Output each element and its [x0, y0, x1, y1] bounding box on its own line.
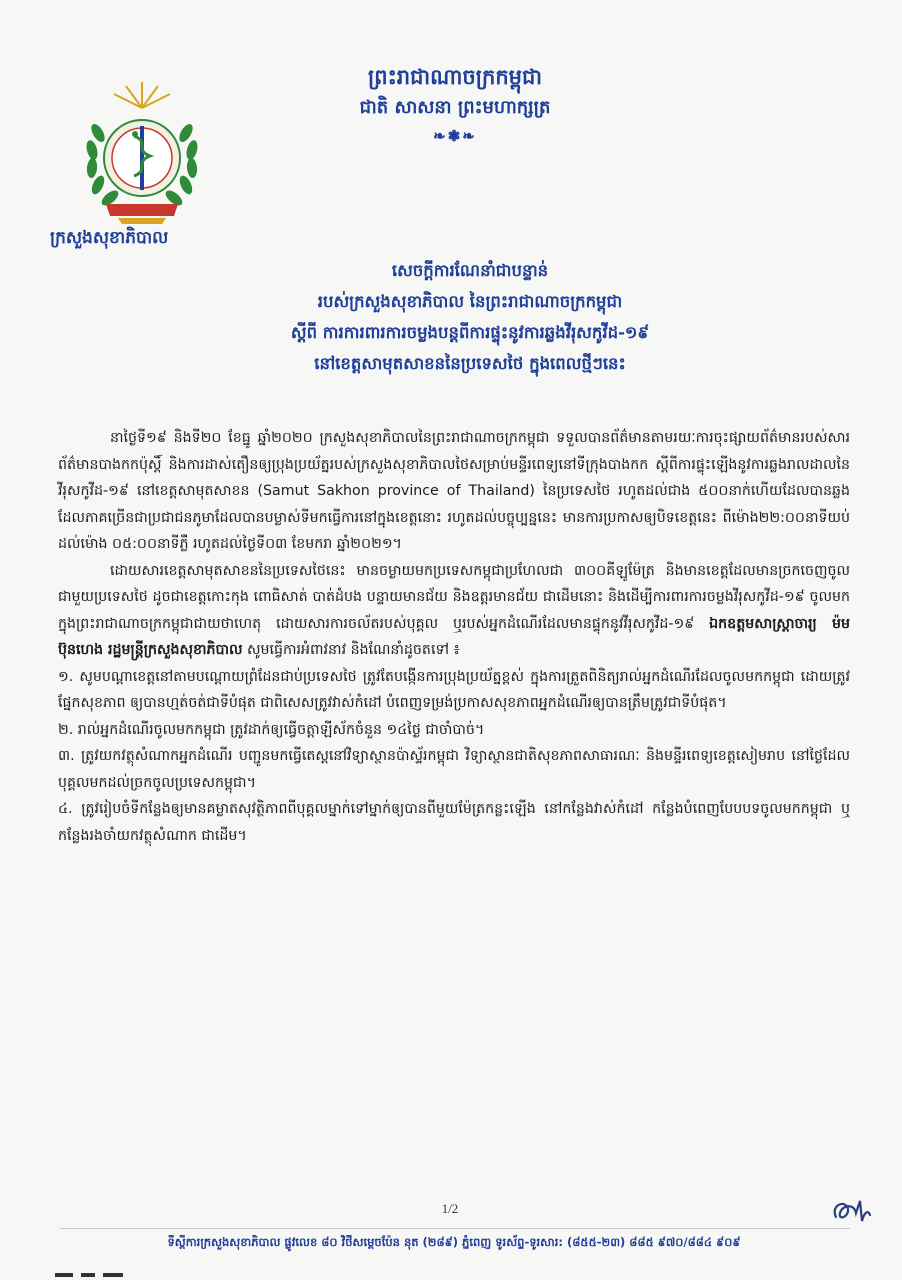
paragraph-2-closing: សូមធ្វើការអំពាវនាវ និងណែនាំដូចតទៅ ៖ [242, 642, 460, 658]
handwritten-initial-icon [826, 1195, 874, 1227]
royal-header [300, 62, 610, 146]
title-line-2: របស់ក្រសួងសុខាភិបាល នៃព្រះរាជាណាចក្រកម្ពុជា [317, 292, 623, 311]
body-paragraph-2 [58, 558, 850, 664]
ministry-of-health-emblem-icon [78, 78, 206, 228]
kingdom-heading: ព្រះរាជាណាចក្រកម្ពុជា [367, 64, 542, 89]
page-number: 1/2 [441, 1201, 459, 1216]
title-line-1: សេចក្តីការណែនាំជាបន្ទាន់ [391, 261, 549, 280]
ornament-divider: ❧❃❧ [433, 127, 477, 145]
body-paragraph-1: នាថ្ងៃទី១៩ និងទី២០ ខែធ្នូ ឆ្នាំ២០២០ ក្រសួងសុខាភិបាលនៃព្រះរាជាណាចក្រកម្ពុជា ទទួលបានព័ត៌មានតាមរយៈការចុះផ្សាយព័ត៌មានរបស់សារព័ត៌មានបាងកកប៉ុស្ដិ៍ និងការដាស់តឿនឲ្យប្រុងប្រយ័ត្នរបស់ក្រសួងសុខាភិបាលថៃសម្រាប់មន្ទីរពេទ្យនៅទីក្រុងបាងកក ស្តីពីការផ្ទុះឡើងនូវការឆ្លងរាលដាលនៃវីរុសកូវីដ-១៩ នៅខេត្តសាមុតសាខន (Samut Sakhon province of Thailand) នៃប្រទេសថៃ រហូតដល់ជាង ៥០០នាក់ហើយដែលបានឆ្លង ដែលភាគច្រើនជាប្រជាជនភូមាដែលបានបម្លាស់ទីមកធ្វើការនៅក្នុងខេត្តនោះ រហូតដល់បច្ចុប្បន្ននេះ មានការប្រកាសឲ្យបិទខេត្តនេះ ពីម៉ោង២២:០០នាទីយប់ ដល់ម៉ោង ០៥:០០នាទីភ្លឺ រហូតដល់ថ្ងៃទី០៣ ខែមករា ឆ្នាំ២០២១។ [58, 430, 850, 552]
paragraph-2-text: ដោយសារខេត្តសាមុតសាខននៃប្រទេសថៃនេះ មានចម្ងាយមកប្រទេសកម្ពុជាប្រហែលជា ៣០០គីឡូម៉ែត្រ និងមានខេត្តដែលមានច្រកចេញចូលជាមួយប្រទេសថៃ ដូចជាខេត្តកោះកុង ពោធិសាត់ បាត់ដំបង បន្ទាយមានជ័យ និងឧត្តរមានជ័យ ជាដើមនោះ និងដើម្បីការពារការចម្លងវីរុសកូវីដ-១៩ ចូលមកក្នុងព្រះរាជាណាចក្រកម្ពុជាជាយថាហេតុ ដោយសារការចល័តរបស់បុគ្គល ឬរបស់អ្នកដំណើរដែលមានផ្ទុកនូវវីរុសកូវីដ-១៩ [58, 562, 850, 632]
title-line-3: ស្តីពី ការការពារការចម្លងបន្តពីការផ្ទុះនូវការឆ្លងវីរុសកូវីដ-១៩ [290, 323, 650, 342]
scan-edge-marks [55, 1270, 125, 1280]
announcement-title [190, 255, 750, 379]
instruction-item-2: ២. រាល់អ្នកដំណើរចូលមកកម្ពុជា ត្រូវដាក់ឲ្យធ្វើចត្តាឡីស័កចំនួន ១៤ថ្ងៃ ជាចាំបាច់។ [58, 721, 485, 738]
minister-name: ឯកឧត្តមសាស្ត្រាចារ្យ ម៉ម ប៊ុនហេង រដ្ឋមន្ត្រីក្រសួងសុខាភិបាល [58, 615, 850, 658]
announcement-body [58, 425, 850, 849]
instruction-item-3: ៣. ត្រូវយកវត្ថុសំណាកអ្នកដំណើរ បញ្ជូនមកធ្វើតេស្តនៅវិទ្យាស្ថានប៉ាស្ទ័រកម្ពុជា វិទ្យាស្ថានជាតិសុខភាពសាធារណៈ និងមន្ទីរពេទ្យខេត្តសៀមរាប នៅថ្ងៃដែលបុគ្គលមកដល់ច្រកចូលប្រទេសកម្ពុជា។ [58, 748, 850, 791]
instruction-item-4: ៤. ត្រូវរៀបចំទីកន្លែងឲ្យមានគម្លាតសុវត្ថិភាពពីបុគ្គលម្នាក់ទៅម្នាក់ឲ្យបានពីមួយម៉ែត្រកន្លះឡើង នៅកន្លែងវាស់កំដៅ កន្លែងបំពេញបែបបទចូលមកកម្ពុជា ឬកន្លែងរងចាំយកវត្ថុសំណាក ជាដើម។ [58, 801, 850, 844]
ministry-address-footer: ទីស្តីការក្រសួងសុខាភិបាល ផ្លូវលេខ ៨០ វិថីសម្តេចប៉ែន នុត (២៨៩) ភ្នំពេញ ទូរស័ព្ទ-ទូរសារ: (៨៥៥-២៣) ៨៨៥ ៩៧០/៨៨៤ ៩០៩ [167, 1235, 741, 1249]
title-line-4: នៅខេត្តសាមុតសាខននៃប្រទេសថៃ ក្នុងពេលថ្មីៗនេះ [314, 354, 626, 373]
footer-divider [60, 1228, 850, 1229]
national-motto: ជាតិ សាសនា ព្រះមហាក្សត្រ [359, 97, 551, 118]
instruction-item-1: ១. សូមបណ្តាខេត្តនៅតាមបណ្តោយព្រំដែនជាប់ប្រទេសថៃ ត្រូវតែបង្កើនការប្រុងប្រយ័ត្នខ្ពស់ ក្នុងការត្រួតពិនិត្យរាល់អ្នកដំណើរដែលចូលមកកម្ពុជា ដោយត្រូវផ្នែកសុខភាព ឲ្យបានហ្មត់ចត់ជាទីបំផុត ជាពិសេសត្រូវវាស់កំដៅ បំពេញទម្រង់ប្រកាសសុខភាពអ្នកដំណើរឲ្យបានត្រឹមត្រូវជាទីបំផុត។ [58, 668, 850, 711]
ministry-name-label: ក្រសួងសុខាភិបាល [50, 228, 169, 248]
